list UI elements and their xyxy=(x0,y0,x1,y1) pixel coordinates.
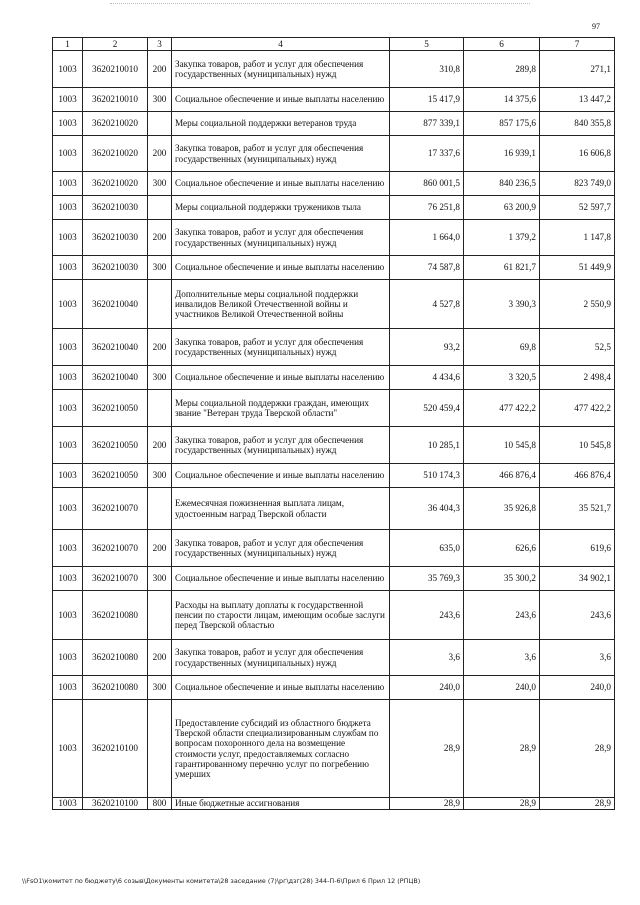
section-cell: 1003 xyxy=(53,220,83,256)
table-row xyxy=(53,640,615,676)
expense-type-cell: 200 xyxy=(148,640,172,676)
amount-year1-cell: 28,9 xyxy=(390,798,464,810)
amount-year1-cell: 1 664,0 xyxy=(390,220,464,256)
expense-type-cell: 300 xyxy=(148,366,172,390)
expense-type-cell xyxy=(148,112,172,136)
amount-year3-cell: 466 876,4 xyxy=(540,464,615,488)
table-row xyxy=(53,700,615,798)
amount-year3-cell: 52,5 xyxy=(540,329,615,366)
amount-year2-cell: 35 300,2 xyxy=(464,567,540,591)
column-header-5: 5 xyxy=(390,38,464,51)
target-code-cell: 3620210070 xyxy=(83,567,148,591)
table-row xyxy=(53,280,615,329)
table-row xyxy=(53,196,615,220)
target-code-cell: 3620210070 xyxy=(83,530,148,567)
amount-year3-cell: 1 147,8 xyxy=(540,220,615,256)
target-code-cell: 3620210100 xyxy=(83,700,148,798)
amount-year3-cell: 10 545,8 xyxy=(540,427,615,464)
description-cell: Меры социальной поддержки тружеников тыла xyxy=(172,196,390,220)
section-cell: 1003 xyxy=(53,329,83,366)
amount-year2-cell: 35 926,8 xyxy=(464,488,540,530)
table-row xyxy=(53,464,615,488)
table-row xyxy=(53,112,615,136)
expense-type-cell xyxy=(148,700,172,798)
amount-year2-cell: 61 821,7 xyxy=(464,256,540,280)
expense-type-cell: 300 xyxy=(148,676,172,700)
amount-year1-cell: 310,8 xyxy=(390,51,464,88)
expense-type-cell: 200 xyxy=(148,51,172,88)
amount-year2-cell: 14 375,6 xyxy=(464,88,540,112)
expense-type-cell: 800 xyxy=(148,798,172,810)
amount-year1-cell: 93,2 xyxy=(390,329,464,366)
amount-year1-cell: 520 459,4 xyxy=(390,390,464,427)
description-cell: Социальное обеспечение и иные выплаты населению xyxy=(172,464,390,488)
description-cell: Дополнительные меры социальной поддержки инвалидов Великой Отечественной войны и участников Великой Отечественной войны xyxy=(172,280,390,329)
target-code-cell: 3620210050 xyxy=(83,427,148,464)
section-cell: 1003 xyxy=(53,567,83,591)
description-cell: Меры социальной поддержки граждан, имеющих звание "Ветеран труда Тверской области" xyxy=(172,390,390,427)
target-code-cell: 3620210030 xyxy=(83,196,148,220)
target-code-cell: 3620210010 xyxy=(83,88,148,112)
section-cell: 1003 xyxy=(53,427,83,464)
amount-year3-cell: 51 449,9 xyxy=(540,256,615,280)
expense-type-cell: 200 xyxy=(148,427,172,464)
amount-year1-cell: 240,0 xyxy=(390,676,464,700)
target-code-cell: 3620210080 xyxy=(83,640,148,676)
amount-year1-cell: 17 337,6 xyxy=(390,136,464,172)
amount-year2-cell: 16 939,1 xyxy=(464,136,540,172)
expense-type-cell: 200 xyxy=(148,220,172,256)
amount-year2-cell: 840 236,5 xyxy=(464,172,540,196)
section-cell: 1003 xyxy=(53,88,83,112)
section-cell: 1003 xyxy=(53,280,83,329)
table-row xyxy=(53,366,615,390)
expense-type-cell xyxy=(148,488,172,530)
target-code-cell: 3620210040 xyxy=(83,329,148,366)
description-cell: Закупка товаров, работ и услуг для обеспечения государственных (муниципальных) нужд xyxy=(172,220,390,256)
amount-year3-cell: 840 355,8 xyxy=(540,112,615,136)
description-cell: Иные бюджетные ассигнования xyxy=(172,798,390,810)
section-cell: 1003 xyxy=(53,676,83,700)
table-row xyxy=(53,427,615,464)
description-cell: Социальное обеспечение и иные выплаты населению xyxy=(172,256,390,280)
amount-year1-cell: 15 417,9 xyxy=(390,88,464,112)
amount-year1-cell: 877 339,1 xyxy=(390,112,464,136)
target-code-cell: 3620210080 xyxy=(83,676,148,700)
target-code-cell: 3620210040 xyxy=(83,366,148,390)
section-cell: 1003 xyxy=(53,488,83,530)
amount-year2-cell: 466 876,4 xyxy=(464,464,540,488)
amount-year2-cell: 626,6 xyxy=(464,530,540,567)
amount-year3-cell: 619,6 xyxy=(540,530,615,567)
description-cell: Закупка товаров, работ и услуг для обеспечения государственных (муниципальных) нужд xyxy=(172,329,390,366)
table-row xyxy=(53,798,615,810)
table-body xyxy=(53,51,615,810)
footer-file-path: \\FsO1\комитет по бюджету\6 созыв\Документы комитета\28 заседание (7)\рг\дзг(28) 344-П-6\Прил 6 Прил 12 (РПЦВ) xyxy=(22,877,421,885)
description-cell: Расходы на выплату доплаты к государственной пенсии по старости лицам, имеющим особые заслуги перед Тверской областью xyxy=(172,591,390,640)
amount-year2-cell: 3,6 xyxy=(464,640,540,676)
amount-year3-cell: 3,6 xyxy=(540,640,615,676)
description-cell: Социальное обеспечение и иные выплаты населению xyxy=(172,88,390,112)
target-code-cell: 3620210030 xyxy=(83,256,148,280)
table-row xyxy=(53,329,615,366)
amount-year2-cell: 10 545,8 xyxy=(464,427,540,464)
description-cell: Закупка товаров, работ и услуг для обеспечения государственных (муниципальных) нужд xyxy=(172,530,390,567)
column-header-6: 6 xyxy=(464,38,540,51)
section-cell: 1003 xyxy=(53,591,83,640)
amount-year1-cell: 243,6 xyxy=(390,591,464,640)
expense-type-cell: 300 xyxy=(148,464,172,488)
amount-year1-cell: 4 527,8 xyxy=(390,280,464,329)
amount-year3-cell: 34 902,1 xyxy=(540,567,615,591)
amount-year3-cell: 2 550,9 xyxy=(540,280,615,329)
page-number: 97 xyxy=(592,22,600,31)
expense-type-cell: 300 xyxy=(148,567,172,591)
column-header-3: 3 xyxy=(148,38,172,51)
section-cell: 1003 xyxy=(53,256,83,280)
description-cell: Социальное обеспечение и иные выплаты населению xyxy=(172,567,390,591)
section-cell: 1003 xyxy=(53,196,83,220)
target-code-cell: 3620210020 xyxy=(83,136,148,172)
amount-year2-cell: 243,6 xyxy=(464,591,540,640)
amount-year3-cell: 35 521,7 xyxy=(540,488,615,530)
table-row xyxy=(53,488,615,530)
column-header-1: 1 xyxy=(53,38,83,51)
description-cell: Ежемесячная пожизненная выплата лицам, удостоенным наград Тверской области xyxy=(172,488,390,530)
header-row xyxy=(53,38,615,51)
expense-type-cell: 200 xyxy=(148,329,172,366)
target-code-cell: 3620210030 xyxy=(83,220,148,256)
expense-type-cell: 300 xyxy=(148,88,172,112)
target-code-cell: 3620210020 xyxy=(83,172,148,196)
description-cell: Закупка товаров, работ и услуг для обеспечения государственных (муниципальных) нужд xyxy=(172,427,390,464)
amount-year3-cell: 477 422,2 xyxy=(540,390,615,427)
amount-year1-cell: 35 769,3 xyxy=(390,567,464,591)
description-cell: Предоставление субсидий из областного бюджета Тверской области специализированным службам по вопросам похоронного дела на возмещение стоимости услуг, предоставляемых согласно гарантированному перечню услуг по погребению умерших xyxy=(172,700,390,798)
expense-type-cell: 200 xyxy=(148,530,172,567)
table-row xyxy=(53,256,615,280)
target-code-cell: 3620210050 xyxy=(83,390,148,427)
section-cell: 1003 xyxy=(53,640,83,676)
amount-year2-cell: 28,9 xyxy=(464,700,540,798)
target-code-cell: 3620210020 xyxy=(83,112,148,136)
amount-year3-cell: 28,9 xyxy=(540,798,615,810)
expense-type-cell xyxy=(148,591,172,640)
description-cell: Социальное обеспечение и иные выплаты населению xyxy=(172,366,390,390)
section-cell: 1003 xyxy=(53,172,83,196)
expense-type-cell: 300 xyxy=(148,172,172,196)
description-cell: Закупка товаров, работ и услуг для обеспечения государственных (муниципальных) нужд xyxy=(172,640,390,676)
amount-year3-cell: 2 498,4 xyxy=(540,366,615,390)
table-row xyxy=(53,591,615,640)
expense-type-cell xyxy=(148,390,172,427)
scan-dotted-line xyxy=(110,3,530,6)
amount-year3-cell: 243,6 xyxy=(540,591,615,640)
amount-year3-cell: 240,0 xyxy=(540,676,615,700)
section-cell: 1003 xyxy=(53,112,83,136)
column-header-4: 4 xyxy=(172,38,390,51)
target-code-cell: 3620210080 xyxy=(83,591,148,640)
amount-year2-cell: 477 422,2 xyxy=(464,390,540,427)
amount-year3-cell: 271,1 xyxy=(540,51,615,88)
section-cell: 1003 xyxy=(53,51,83,88)
amount-year2-cell: 69,8 xyxy=(464,329,540,366)
description-cell: Социальное обеспечение и иные выплаты населению xyxy=(172,172,390,196)
target-code-cell: 3620210100 xyxy=(83,798,148,810)
target-code-cell: 3620210010 xyxy=(83,51,148,88)
table-row xyxy=(53,172,615,196)
section-cell: 1003 xyxy=(53,366,83,390)
expense-type-cell: 200 xyxy=(148,136,172,172)
amount-year2-cell: 28,9 xyxy=(464,798,540,810)
table-row xyxy=(53,136,615,172)
amount-year2-cell: 857 175,6 xyxy=(464,112,540,136)
amount-year3-cell: 28,9 xyxy=(540,700,615,798)
section-cell: 1003 xyxy=(53,464,83,488)
column-header-2: 2 xyxy=(83,38,148,51)
amount-year1-cell: 36 404,3 xyxy=(390,488,464,530)
description-cell: Закупка товаров, работ и услуг для обеспечения государственных (муниципальных) нужд xyxy=(172,51,390,88)
amount-year3-cell: 52 597,7 xyxy=(540,196,615,220)
table-row xyxy=(53,88,615,112)
expense-type-cell xyxy=(148,196,172,220)
amount-year3-cell: 13 447,2 xyxy=(540,88,615,112)
target-code-cell: 3620210040 xyxy=(83,280,148,329)
amount-year1-cell: 860 001,5 xyxy=(390,172,464,196)
amount-year3-cell: 16 606,8 xyxy=(540,136,615,172)
table-row xyxy=(53,676,615,700)
table-row xyxy=(53,530,615,567)
amount-year1-cell: 635,0 xyxy=(390,530,464,567)
amount-year1-cell: 3,6 xyxy=(390,640,464,676)
table-row xyxy=(53,51,615,88)
table-row xyxy=(53,220,615,256)
amount-year1-cell: 10 285,1 xyxy=(390,427,464,464)
amount-year2-cell: 1 379,2 xyxy=(464,220,540,256)
target-code-cell: 3620210070 xyxy=(83,488,148,530)
amount-year1-cell: 4 434,6 xyxy=(390,366,464,390)
budget-table xyxy=(52,37,615,810)
section-cell: 1003 xyxy=(53,798,83,810)
section-cell: 1003 xyxy=(53,530,83,567)
amount-year2-cell: 3 390,3 xyxy=(464,280,540,329)
section-cell: 1003 xyxy=(53,700,83,798)
amount-year1-cell: 74 587,8 xyxy=(390,256,464,280)
section-cell: 1003 xyxy=(53,136,83,172)
table-row xyxy=(53,390,615,427)
expense-type-cell xyxy=(148,280,172,329)
amount-year2-cell: 240,0 xyxy=(464,676,540,700)
target-code-cell: 3620210050 xyxy=(83,464,148,488)
amount-year3-cell: 823 749,0 xyxy=(540,172,615,196)
amount-year1-cell: 76 251,8 xyxy=(390,196,464,220)
column-header-7: 7 xyxy=(540,38,615,51)
description-cell: Социальное обеспечение и иные выплаты населению xyxy=(172,676,390,700)
description-cell: Закупка товаров, работ и услуг для обеспечения государственных (муниципальных) нужд xyxy=(172,136,390,172)
description-cell: Меры социальной поддержки ветеранов труда xyxy=(172,112,390,136)
amount-year2-cell: 289,8 xyxy=(464,51,540,88)
amount-year2-cell: 63 200,9 xyxy=(464,196,540,220)
table-row xyxy=(53,567,615,591)
amount-year1-cell: 28,9 xyxy=(390,700,464,798)
amount-year1-cell: 510 174,3 xyxy=(390,464,464,488)
section-cell: 1003 xyxy=(53,390,83,427)
expense-type-cell: 300 xyxy=(148,256,172,280)
amount-year2-cell: 3 320,5 xyxy=(464,366,540,390)
